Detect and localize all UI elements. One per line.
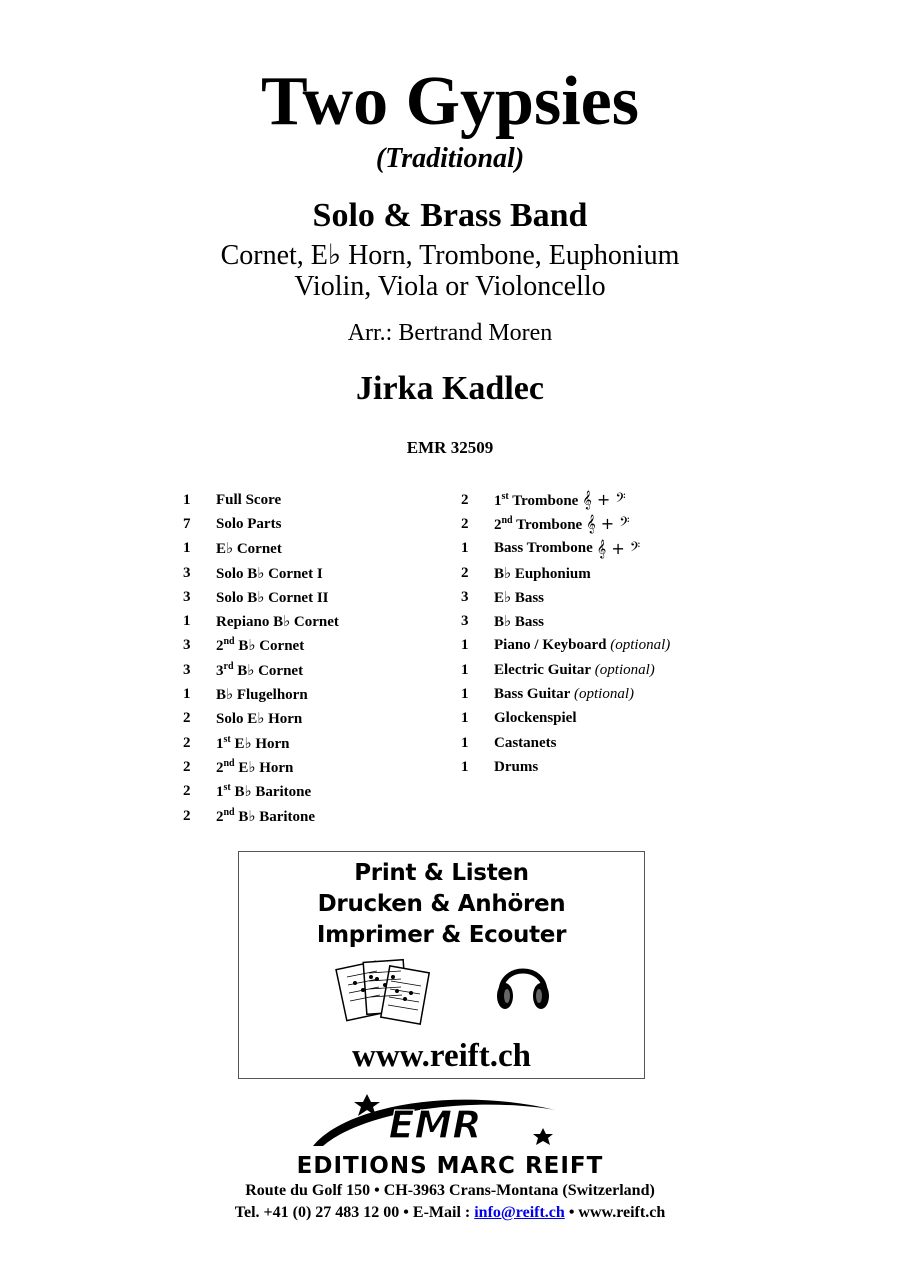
part-row <box>183 682 339 706</box>
part-row <box>183 561 339 585</box>
part-name: Glockenspiel <box>494 710 577 727</box>
postal-address: Route du Golf 150 • CH-3963 Crans-Montana (Switzerland) <box>245 1182 655 1199</box>
part-row <box>461 512 670 536</box>
part-quantity: 1 <box>183 491 191 508</box>
part-quantity: 1 <box>461 734 469 751</box>
part-optional-note: (optional) <box>570 686 635 703</box>
part-quantity: 2 <box>461 564 469 581</box>
part-row <box>461 682 670 706</box>
part-name: Full Score <box>216 491 282 508</box>
part-name: B♭ Flugelhorn <box>216 687 308 704</box>
part-row <box>461 609 670 633</box>
contact-line <box>0 1202 900 1224</box>
part-quantity: 1 <box>183 613 191 630</box>
part-quantity: 3 <box>461 613 469 630</box>
part-row <box>461 658 670 682</box>
title: Two Gypsies <box>261 63 639 140</box>
part-row <box>461 561 670 585</box>
part-quantity: 1 <box>461 661 469 678</box>
parts-list-right <box>461 488 670 780</box>
part-row <box>183 609 339 633</box>
part-row <box>183 585 339 609</box>
parts-list-left <box>183 488 339 828</box>
part-quantity: 2 <box>183 783 191 800</box>
ensemble-heading: Solo & Brass Band <box>312 197 588 234</box>
part-name: 2nd E♭ Horn <box>216 757 294 776</box>
part-quantity: 3 <box>183 588 191 605</box>
part-quantity: 2 <box>461 515 469 532</box>
part-row <box>461 585 670 609</box>
part-quantity: 3 <box>461 588 469 605</box>
sheet-music-icon <box>335 955 431 1027</box>
part-optional-note: (optional) <box>606 637 671 654</box>
clef-icon: 𝄞 + 𝄢 <box>582 490 626 510</box>
part-row <box>183 707 339 731</box>
part-quantity: 2 <box>183 734 191 751</box>
part-optional-note: (optional) <box>591 661 655 678</box>
email-link[interactable]: info@reift.ch <box>474 1204 565 1221</box>
promo-line-german: Drucken & Anhören <box>317 891 566 917</box>
part-quantity: 2 <box>183 710 191 727</box>
part-row <box>461 731 670 755</box>
instruments-line-2: Violin, Viola or Violoncello <box>294 271 606 302</box>
part-row <box>183 634 339 658</box>
part-row <box>461 488 670 512</box>
part-name: Drums <box>494 758 539 775</box>
part-name: Solo Parts <box>216 515 282 532</box>
part-quantity: 1 <box>183 686 191 703</box>
part-quantity: 1 <box>461 710 469 727</box>
arranger: Arr.: Bertrand Moren <box>347 320 553 346</box>
part-quantity: 3 <box>183 637 191 654</box>
composer: Jirka Kadlec <box>356 370 544 407</box>
headphones-icon <box>491 952 555 1016</box>
part-name: Electric Guitar <box>494 661 592 678</box>
part-row <box>461 537 670 561</box>
part-quantity: 1 <box>461 540 469 557</box>
part-quantity: 2 <box>183 807 191 824</box>
part-name: 1st Trombone <box>494 490 579 509</box>
part-name: 1st E♭ Horn <box>216 733 290 752</box>
part-name: Solo E♭ Horn <box>216 711 303 728</box>
part-name: 2nd B♭ Cornet <box>216 636 305 655</box>
publisher-name: EDITIONS MARC REIFT <box>296 1153 604 1179</box>
clef-icon: 𝄞 + 𝄢 <box>586 514 630 534</box>
part-name: 3rd B♭ Cornet <box>216 660 304 679</box>
catalog-number: EMR 32509 <box>406 438 494 457</box>
part-name: Bass Trombone <box>494 540 593 557</box>
part-quantity: 2 <box>183 758 191 775</box>
part-row <box>183 512 339 536</box>
part-row <box>461 755 670 779</box>
part-row <box>183 780 339 804</box>
emr-logo-icon <box>305 1088 565 1156</box>
part-quantity: 1 <box>183 540 191 557</box>
part-row <box>461 634 670 658</box>
part-name: B♭ Euphonium <box>494 565 591 582</box>
part-quantity: 7 <box>183 515 191 532</box>
part-row <box>183 731 339 755</box>
part-row <box>183 755 339 779</box>
part-name: 1st B♭ Baritone <box>216 782 312 801</box>
part-row <box>461 707 670 731</box>
part-name: 2nd Trombone <box>494 514 583 533</box>
part-name: Bass Guitar <box>494 686 571 703</box>
part-quantity: 1 <box>461 686 469 703</box>
clef-icon: 𝄞 + 𝄢 <box>596 538 641 558</box>
part-row <box>183 804 339 828</box>
part-name: Solo B♭ Cornet I <box>216 565 323 582</box>
promo-line-french: Imprimer & Ecouter <box>316 922 567 948</box>
part-quantity: 3 <box>183 564 191 581</box>
website-url[interactable]: www.reift.ch <box>351 1038 532 1074</box>
part-name: Castanets <box>494 734 557 751</box>
instruments-line-1: Cornet, E♭ Horn, Trombone, Euphonium <box>220 240 680 271</box>
part-quantity: 1 <box>461 758 469 775</box>
part-name: Piano / Keyboard <box>494 637 607 654</box>
part-name: E♭ Cornet <box>216 541 282 558</box>
logo-mark-text: EMR <box>388 1103 482 1147</box>
part-quantity: 1 <box>461 637 469 654</box>
part-name: Repiano B♭ Cornet <box>216 614 339 631</box>
part-name: B♭ Bass <box>494 614 545 631</box>
print-listen-box <box>238 851 645 1079</box>
part-row <box>183 537 339 561</box>
web-text: • www.reift.ch <box>564 1204 666 1221</box>
subtitle: (Traditional) <box>375 143 525 174</box>
part-quantity: 3 <box>183 661 191 678</box>
part-name: 2nd B♭ Baritone <box>216 806 316 825</box>
part-name: Solo B♭ Cornet II <box>216 589 329 606</box>
part-quantity: 2 <box>461 491 469 508</box>
phone-text: Tel. +41 (0) 27 483 12 00 • E-Mail : <box>234 1204 475 1221</box>
part-row <box>183 658 339 682</box>
part-name: E♭ Bass <box>494 589 545 606</box>
part-row <box>183 488 339 512</box>
promo-line-english: Print & Listen <box>354 860 529 886</box>
